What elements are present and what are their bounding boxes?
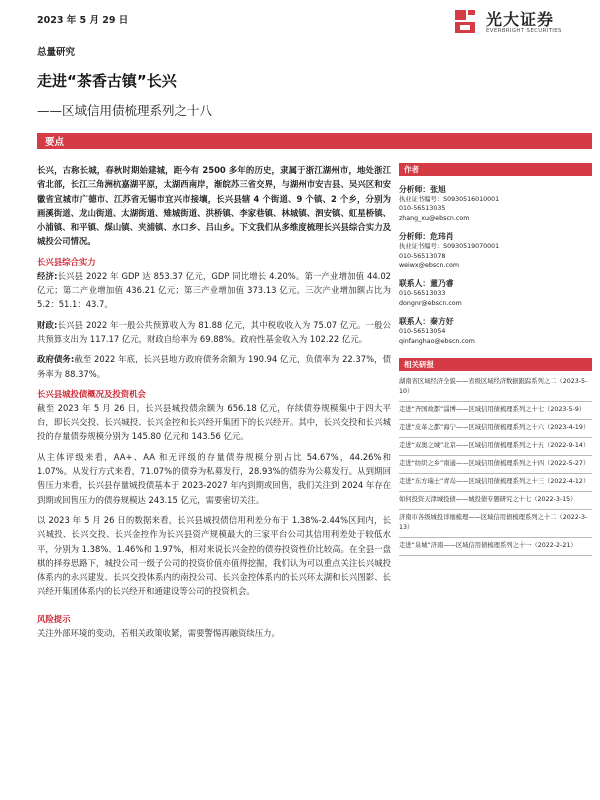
related-band [399,358,592,371]
contact-name: 联系人：董乃睿 [399,279,454,289]
summary-band [37,133,592,149]
logo-mark-icon [452,6,478,36]
finance-text: 长兴县 2022 年一般公共预算收入为 81.88 亿元，其中税收收入为 75.07 亿元。一般公共预算支出为 117.17 亿元，财政自给率为 69.88%。政府性基金收入为 102.22 亿元。 [37,319,391,344]
bonds-paragraph-3: 以 2023 年 5 月 26 日的数据来看，长兴县城投债信用利差分布于 1.38%-2.44%区间内，长兴城投、长兴交投、长兴金控作为长兴县资产规模最大的三家平台公司其信用利差处于较低水平，分别为 1.38%、1.46%和 1.97%，相对来说长兴金控的债券投资性价比较高。在全县一盘棋的择券思路下，城投公司一级子公司的投资价值亦值得挖掘，我们认为可以重点关注长兴城投体系内的永兴建发、长兴交投体系内的南投公司、长兴金控体系内的长兴环太湖和长兴图影、长兴经开集团体系内的长兴经开和通建设等公司的投资机会。 [37,514,391,597]
economy-label: 经济: [37,270,58,281]
report-category: 总量研究 [37,47,76,58]
contact-name: 联系人：秦方好 [399,317,454,327]
bonds-paragraph-1: 截至 2023 年 5 月 26 日，长兴县城投债余额为 656.18 亿元，存续债券规模集中于四大平台，即长兴交投、长兴城投、长兴金控和长兴经开集团下的长兴经开。其中，长兴交投和长兴城投的存量债券规模分别为 145.80 亿元和 143.56 亿元。 [37,402,391,442]
bonds-paragraph-2: 从主体评级来看，AA+、AA 和无评级的存量债券规模分别占比 54.67%，44.26%和 1.07%。从发行方式来看，71.07%的债券为私募发行，28.93%的债券为公募发行。从到期回售压力来看，长兴县存量城投债基本于 2023-2027 年内到期或回售，我们关注到 2024 年存在到期或回售压力的债券规模达 243.15 亿元，需要密切关注。 [37,451,391,505]
analyst-phone: 010-56513078 [399,252,446,260]
analyst-name: 分析师：张旭 [399,185,446,194]
analyst-block [399,184,592,223]
related-list [399,371,592,556]
contact-block [399,278,592,308]
related-report-item[interactable]: 走进“纺织之乡”南通——区域信用债梳理系列之十四（2022-5-27） [399,456,592,474]
summary-label: 要点 [45,137,65,148]
related-report-item[interactable]: 走进“齐国故都”淄博——区域信用债梳理系列之十七（2023-5-9） [399,402,592,420]
analyst-phone: 010-56513035 [399,205,446,213]
intro-paragraph: 长兴，古称长城，春秋时期始建城，距今有 2500 多年的历史，隶属于浙江湖州市，地处浙江省北部，长江三角洲杭嘉湖平原，太湖西南岸，渐皖苏三省交界，与湖州市安吉县、吴兴区和安徽省宣城市广德市、江苏省无锡市宜兴市接壤，长兴县辖 4 个街道、9 个镇、2 个乡，分别为画溪街道、龙山街道、太湖街道、雉城街道、洪桥镇、李家巷镇、林城镇、泗安镇、虹星桥镇、小浦镇、和平镇、煤山镇、夹浦镇、水口乡、吕山乡。下文我们从多维度梳理长兴县综合实力及城投公司情况。 [37,165,391,247]
debt-paragraph [37,352,391,381]
contact-email[interactable]: dongnr@ebscn.com [399,299,462,307]
finance-paragraph [37,318,391,347]
report-subtitle: ——区域信用债梳理系列之十八 [37,103,213,118]
related-report-item[interactable]: 济南市各级城投详细梳理——区域信用债梳理系列之十二（2022-3-13） [399,510,592,538]
contact-block [399,316,592,346]
related-report-item[interactable]: 湖南省区域经济全貌——省级区域经济数据跟踪系列之二（2023-5-10） [399,371,592,402]
analyst-email[interactable]: weiwx@ebscn.com [399,262,460,270]
section-title-risk: 风险提示 [37,613,71,624]
analyst-name: 分析师：危玮肖 [399,232,454,242]
contact-phone: 010-56513054 [399,328,446,336]
finance-label: 财政: [37,319,58,330]
contact-phone: 010-56513033 [399,290,446,298]
analyst-block [399,231,592,270]
sidebar [399,163,592,556]
logo-text-cn: 光大证券 [486,10,555,29]
authors-label: 作者 [404,165,419,174]
analyst-license: 执业证书编号：S0930516010001 [399,196,500,203]
debt-label: 政府债务: [37,354,75,365]
main-column [37,163,391,640]
related-label: 相关研报 [404,360,434,370]
contact-email[interactable]: qinfanghao@ebscn.com [399,337,475,345]
report-date: 2023 年 5 月 29 日 [37,15,129,26]
section-title-strength: 长兴县综合实力 [37,256,96,267]
related-report-item[interactable]: 走进“双奥之城”北京——区域信用债梳理系列之十五（2022-9-14） [399,438,592,456]
risk-paragraph: 关注外部环境的变动，若相关政策收紧，需要警惕再融资续压力。 [37,627,280,638]
section-title-bonds: 长兴县城投债概况及投资机会 [37,388,146,399]
related-report-item[interactable]: 走进“皮革之都”海宁——区域信用债梳理系列之十六（2023-4-19） [399,420,592,438]
analyst-license: 执业证书编号：S0930519070001 [399,243,500,251]
related-report-item[interactable]: 走进“泉城”济南——区域信用债梳理系列之十一（2022-2-21） [399,538,592,556]
debt-text: 截至 2022 年底，长兴县地方政府债务余额为 190.94 亿元，负债率为 22.37%，债务率为 88.37%。 [37,354,391,379]
authors-band [399,163,592,176]
related-report-item[interactable]: 如何投资天津城投债——城投债专题研究之十七（2022-3-15） [399,492,592,510]
economy-text: 长兴县 2022 年 GDP 达 853.37 亿元，GDP 同比增长 4.20%。第一产业增加值 44.02 亿元；第二产业增加值 436.21 亿元；第三产业增加值 373.13 亿元。三次产业增加额占比为 5.2：51.1：43.7。 [37,270,391,310]
economy-paragraph [37,269,391,312]
logo-text-en: EVERBRIGHT SECURITIES [486,28,562,34]
company-logo [452,6,592,40]
analyst-email[interactable]: zhang_xu@ebscn.com [399,214,470,222]
report-title: 走进“茶香古镇”长兴 [37,72,177,90]
related-report-item[interactable]: 走进“东方瑞士”青岛——区域信用债梳理系列之十三（2022-4-12） [399,474,592,492]
